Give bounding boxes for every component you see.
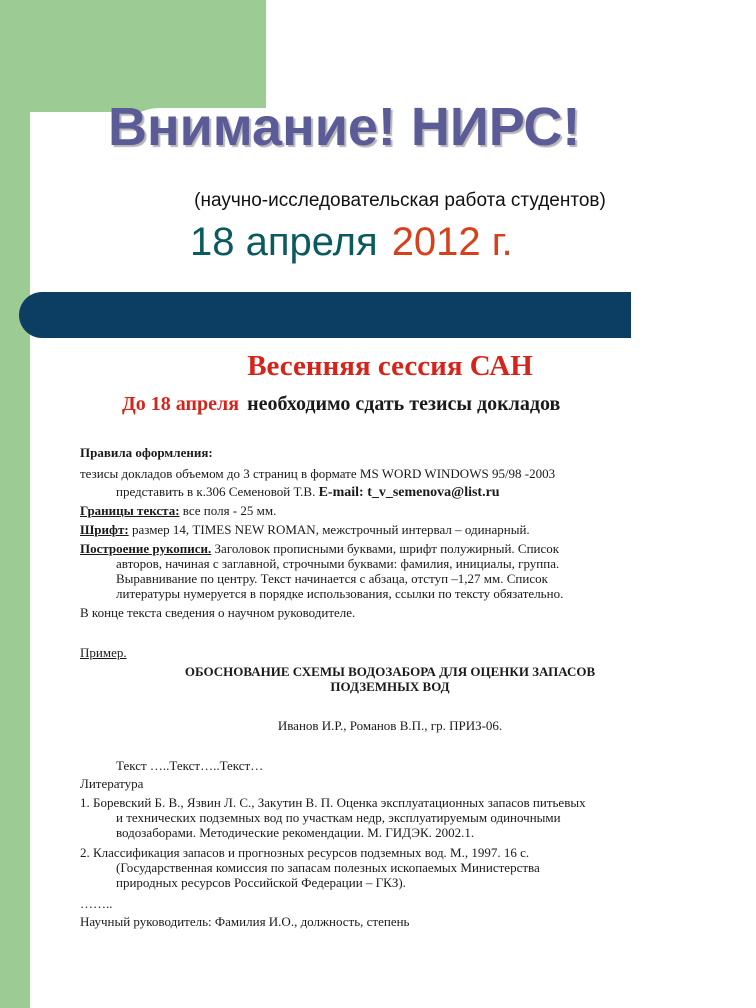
event-date-day: 18 апреля [190, 220, 378, 264]
reference-1-line-3: водозаборами. Методические рекомендации. М. ГИДЭК. 2002.1. [116, 825, 475, 840]
example-title-line-1: ОБОСНОВАНИЕ СХЕМЫ ВОДОЗАБОРА ДЛЯ ОЦЕНКИ ЗАПАСОВ [184, 664, 596, 679]
rules-font [80, 522, 530, 537]
rules-line-2 [116, 484, 500, 500]
deadline-line [122, 393, 560, 416]
example-text: Текст …..Текст…..Текст… [116, 758, 264, 773]
structure-line-2: авторов, начиная с заглавной, строчными буквами: фамилия, инициалы, группа. [116, 556, 560, 571]
navy-divider-bar [19, 292, 631, 338]
reference-2-line-1: 2. Классификация запасов и прогнозных ресурсов подземных вод. М., 1997. 16 с. [80, 845, 530, 860]
font-text: размер 14, TIMES NEW ROMAN, межстрочный интервал – одинарный. [128, 522, 530, 537]
reference-2-line-2: (Государственная комиссия по запасам полезных ископаемых Министерства [116, 860, 540, 875]
session-title: Весенняя сессия САН [247, 350, 533, 382]
example-authors: Иванов И.Р., Романов В.П., гр. ПРИЗ-06. [277, 718, 503, 733]
supervisor-note: В конце текста сведения о научном руководителе. [80, 605, 356, 620]
rules-borders [80, 503, 276, 518]
rules-structure [80, 541, 559, 556]
supervisor-line: Научный руководитель: Фамилия И.О., должность, степень [80, 914, 410, 929]
contact-email: E-mail: t_v_semenova@list.ru [318, 485, 500, 500]
ellipsis: …….. [80, 896, 113, 911]
reference-1-line-2: и технических подземных вод по участкам недр, эксплуатируемым одиночными [116, 810, 561, 825]
deadline-date: До 18 апреля [122, 393, 240, 415]
example-label: Пример. [80, 645, 127, 660]
rules-line-1: тезисы докладов объемом до 3 страниц в формате MS WORD WINDOWS 95/98 -2003 [80, 466, 556, 481]
example-title-line-2: ПОДЗЕМНЫХ ВОД [330, 679, 450, 694]
structure-line-3: Выравнивание по центру. Текст начинается с абзаца, отступ –1,27 мм. Список [116, 571, 548, 586]
reference-1-line-1: 1. Боревский Б. В., Язвин Л. С., Закутин В. П. Оценка эксплуатационных запасов питьевых [80, 795, 586, 810]
page-subtitle: (научно-исследовательская работа студентов) [194, 190, 606, 211]
example-title [80, 664, 700, 694]
rules-room: представить в к.306 Семеновой Т.В. [116, 484, 316, 499]
literature-heading: Литература [80, 776, 144, 791]
rules-heading: Правила оформления: [80, 445, 213, 460]
page-title: Внимание! НИРС! [108, 97, 581, 157]
reference-2-line-3: природных ресурсов Российской Федерации – ГКЗ). [116, 875, 406, 890]
borders-text: все поля - 25 мм. [179, 503, 277, 518]
borders-label: Границы текста: [80, 503, 180, 518]
structure-line-4: литературы нумеруется в порядке использования, ссылки по тексту обязательно. [116, 586, 564, 601]
font-label: Шрифт: [80, 522, 129, 537]
deadline-text: необходимо сдать тезисы докладов [247, 393, 561, 415]
left-decor-bar [0, 0, 30, 1008]
event-date [190, 220, 513, 265]
structure-line-1: Заголовок прописными буквами, шрифт полужирный. Список [211, 541, 560, 556]
event-date-year: 2012 г. [391, 220, 513, 264]
structure-label: Построение рукописи. [80, 541, 212, 556]
